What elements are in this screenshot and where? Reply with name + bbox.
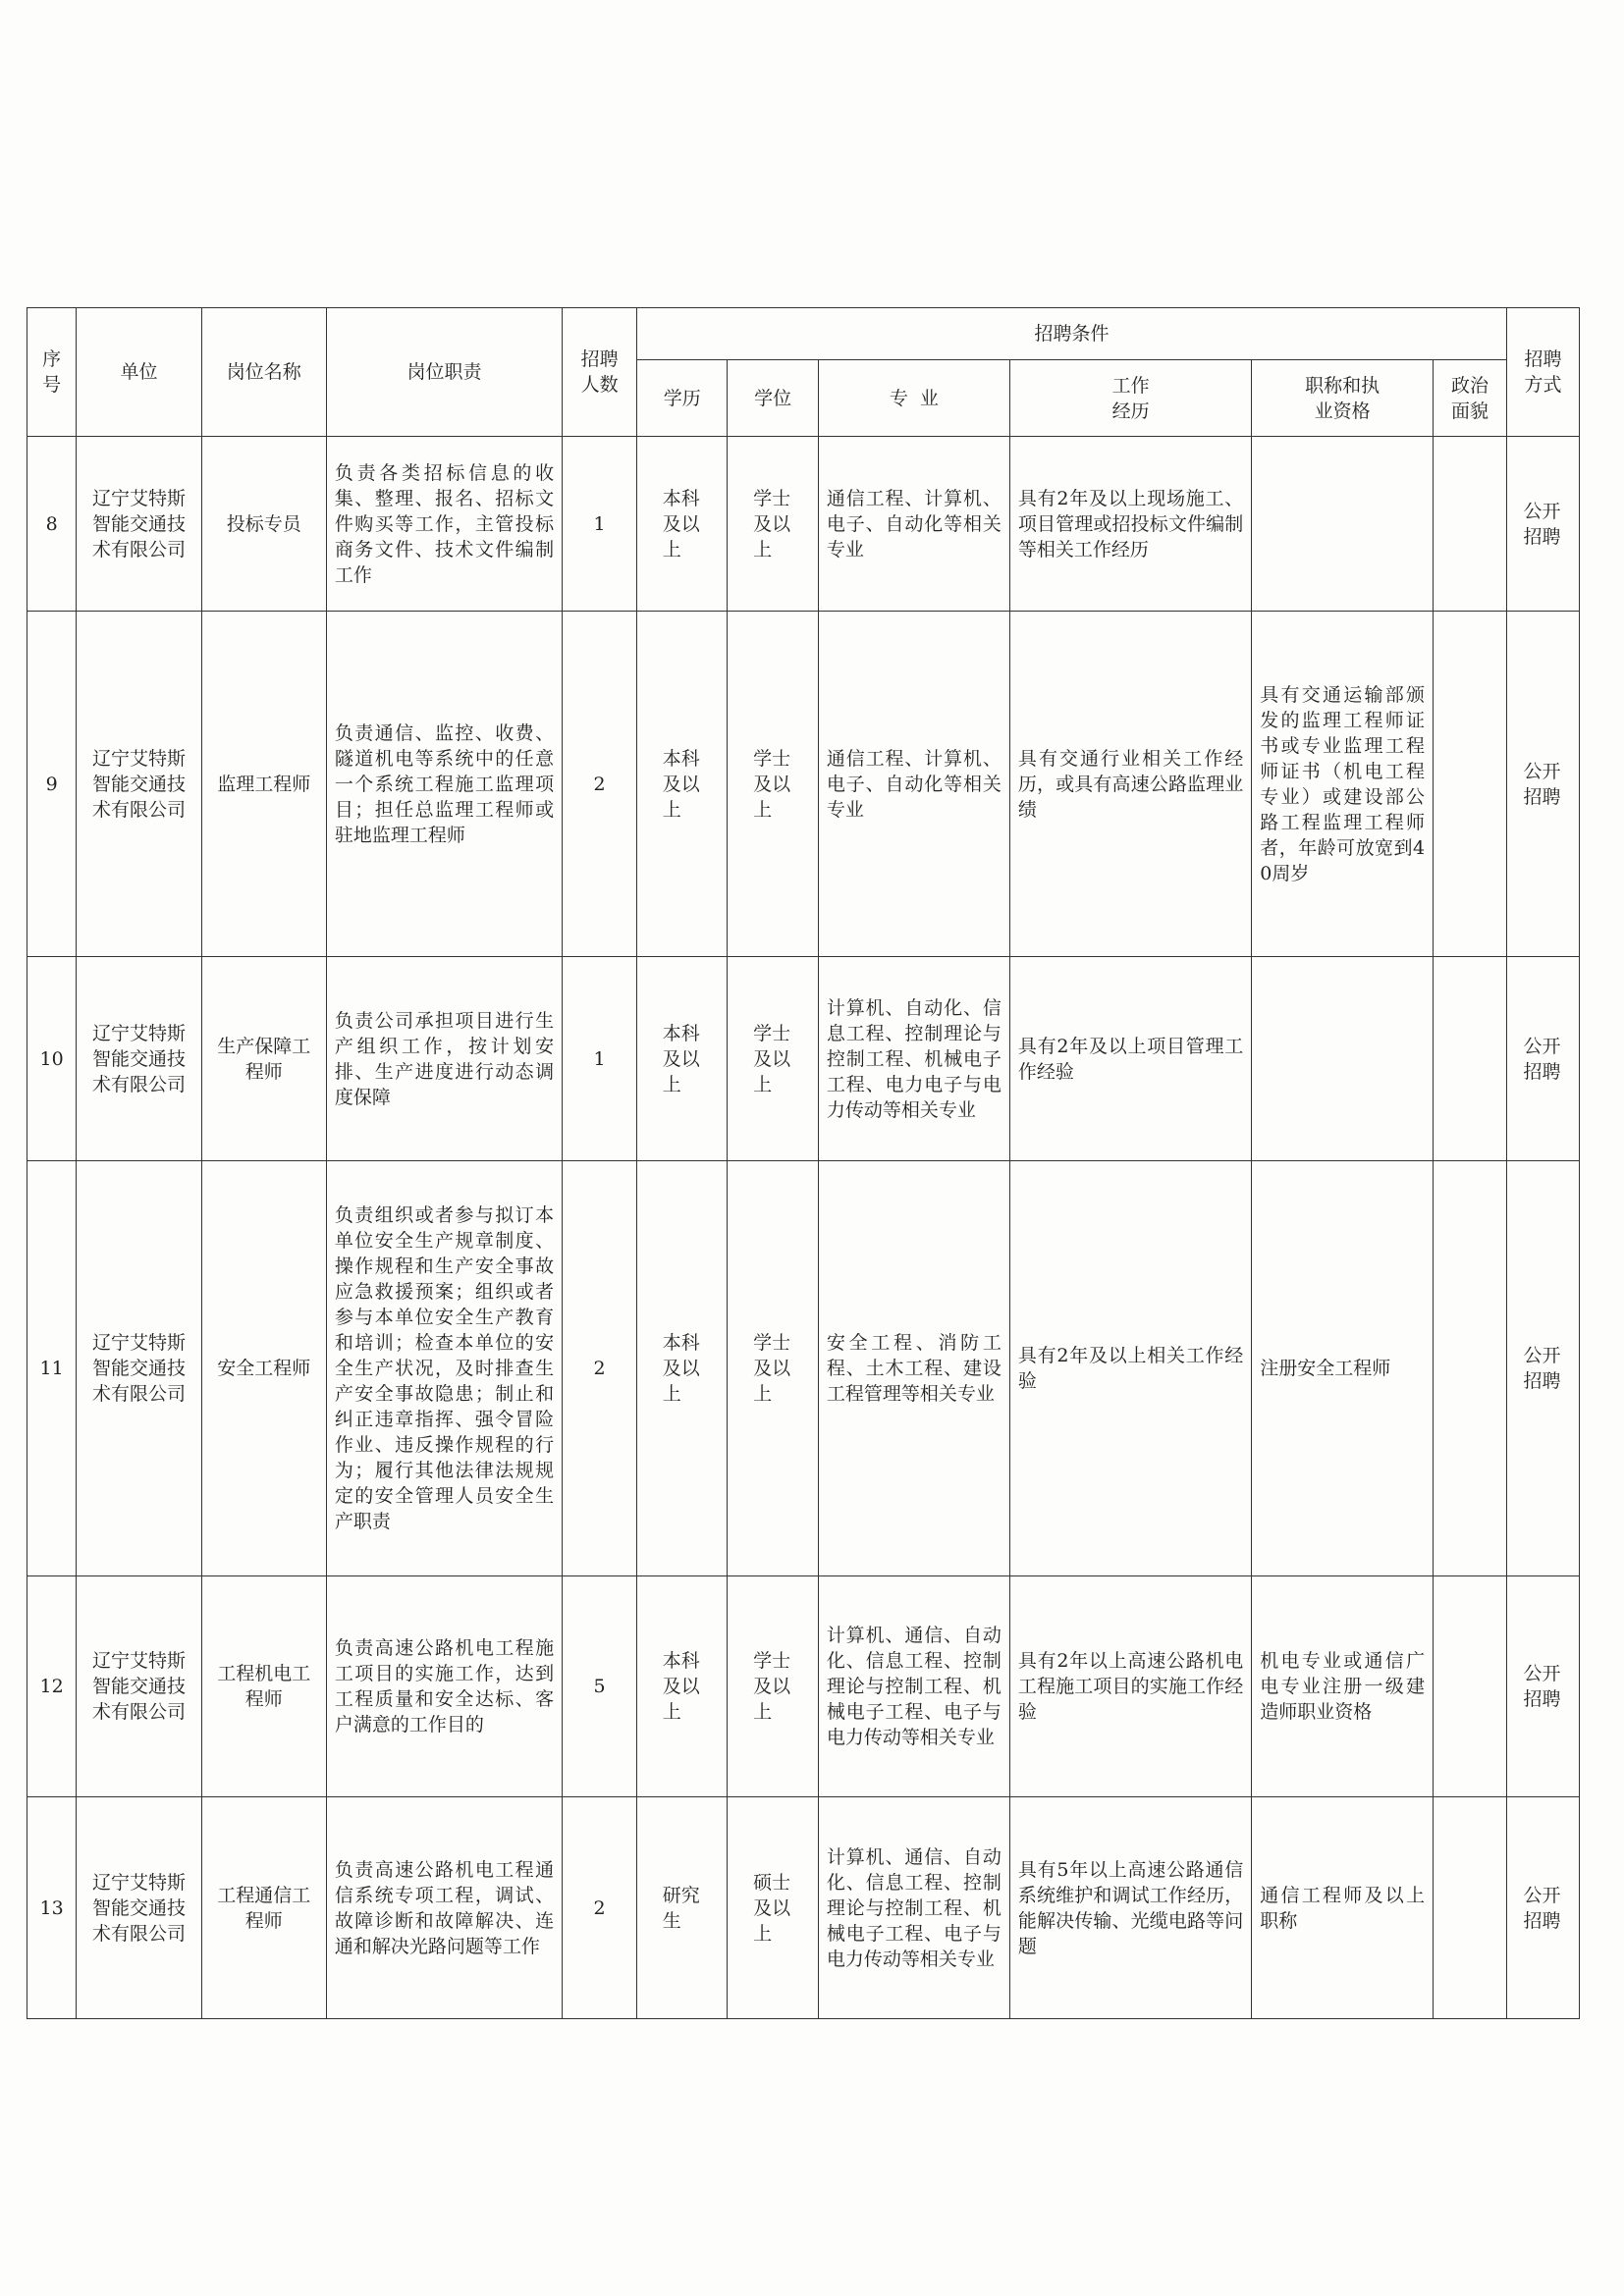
row-major: 计算机、通信、自动化、信息工程、控制理论与控制工程、机械电子工程、电子与电力传动等相关专业 <box>818 1797 1009 2019</box>
recruitment-table <box>27 307 1580 2019</box>
header-headcount: 招聘人数 <box>563 308 637 437</box>
row-duty: 负责高速公路机电工程通信系统专项工程，调试、故障诊断和故障解决、连通和解决光路问题等工作 <box>326 1797 562 2019</box>
header-unit: 单位 <box>77 308 201 437</box>
row-unit: 辽宁艾特斯智能交通技术有限公司 <box>77 1161 201 1576</box>
row-experience: 具有2年及以上项目管理工作经验 <box>1009 957 1251 1161</box>
row-position: 生产保障工程师 <box>201 957 326 1161</box>
row-position: 投标专员 <box>201 437 326 612</box>
row-method: 公开招聘 <box>1507 957 1580 1161</box>
row-experience: 具有2年及以上现场施工、项目管理或招投标文件编制等相关工作经历 <box>1009 437 1251 612</box>
table-row <box>27 957 1580 1161</box>
row-seq: 11 <box>27 1161 77 1576</box>
row-education: 本科及以上 <box>637 1576 728 1797</box>
table-row <box>27 1161 1580 1576</box>
row-unit: 辽宁艾特斯智能交通技术有限公司 <box>77 1797 201 2019</box>
row-degree: 学士及以上 <box>728 1576 818 1797</box>
row-major: 计算机、通信、自动化、信息工程、控制理论与控制工程、机械电子工程、电子与电力传动等相关专业 <box>818 1576 1009 1797</box>
header-method: 招聘方式 <box>1507 308 1580 437</box>
row-duty: 负责高速公路机电工程施工项目的实施工作，达到工程质量和安全达标、客户满意的工作目的 <box>326 1576 562 1797</box>
row-experience: 具有2年以上高速公路机电工程施工项目的实施工作经验 <box>1009 1576 1251 1797</box>
row-method: 公开招聘 <box>1507 1576 1580 1797</box>
header-degree: 学位 <box>728 360 818 437</box>
row-major: 安全工程、消防工程、土木工程、建设工程管理等相关专业 <box>818 1161 1009 1576</box>
row-seq: 12 <box>27 1576 77 1797</box>
row-method: 公开招聘 <box>1507 437 1580 612</box>
header-education: 学历 <box>637 360 728 437</box>
row-seq: 9 <box>27 612 77 957</box>
table-row <box>27 1576 1580 1797</box>
row-unit: 辽宁艾特斯智能交通技术有限公司 <box>77 957 201 1161</box>
row-major: 通信工程、计算机、电子、自动化等相关专业 <box>818 612 1009 957</box>
row-duty: 负责各类招标信息的收集、整理、报名、招标文件购买等工作，主管投标商务文件、技术文件编制工作 <box>326 437 562 612</box>
row-unit: 辽宁艾特斯智能交通技术有限公司 <box>77 1576 201 1797</box>
header-duty: 岗位职责 <box>326 308 562 437</box>
row-title-qual: 通信工程师及以上职称 <box>1252 1797 1434 2019</box>
row-position: 工程通信工程师 <box>201 1797 326 2019</box>
row-duty: 负责公司承担项目进行生产组织工作，按计划安排、生产进度进行动态调度保障 <box>326 957 562 1161</box>
header-major: 专 业 <box>818 360 1009 437</box>
row-position: 安全工程师 <box>201 1161 326 1576</box>
row-title-qual: 具有交通运输部颁发的监理工程师证书或专业监理工程师证书（机电工程专业）或建设部公路工程监理工程师者，年龄可放宽到40周岁 <box>1252 612 1434 957</box>
row-unit: 辽宁艾特斯智能交通技术有限公司 <box>77 612 201 957</box>
row-title-qual <box>1252 437 1434 612</box>
header-political: 政治面貌 <box>1434 360 1507 437</box>
table-row <box>27 612 1580 957</box>
row-political <box>1434 957 1507 1161</box>
row-position: 工程机电工程师 <box>201 1576 326 1797</box>
row-political <box>1434 437 1507 612</box>
row-method: 公开招聘 <box>1507 612 1580 957</box>
row-headcount: 2 <box>563 612 637 957</box>
row-headcount: 1 <box>563 437 637 612</box>
row-experience: 具有交通行业相关工作经历，或具有高速公路监理业绩 <box>1009 612 1251 957</box>
row-political <box>1434 612 1507 957</box>
row-education: 研究生 <box>637 1797 728 2019</box>
row-method: 公开招聘 <box>1507 1797 1580 2019</box>
row-seq: 13 <box>27 1797 77 2019</box>
header-conditions: 招聘条件 <box>637 308 1507 360</box>
header-title-qual: 职称和执业资格 <box>1252 360 1434 437</box>
row-political <box>1434 1161 1507 1576</box>
row-position: 监理工程师 <box>201 612 326 957</box>
row-headcount: 1 <box>563 957 637 1161</box>
row-degree: 学士及以上 <box>728 1161 818 1576</box>
row-degree: 硕士及以上 <box>728 1797 818 2019</box>
row-experience: 具有2年及以上相关工作经验 <box>1009 1161 1251 1576</box>
row-education: 本科及以上 <box>637 437 728 612</box>
row-title-qual <box>1252 957 1434 1161</box>
row-education: 本科及以上 <box>637 1161 728 1576</box>
header-seq: 序号 <box>27 308 77 437</box>
row-education: 本科及以上 <box>637 957 728 1161</box>
row-title-qual: 注册安全工程师 <box>1252 1161 1434 1576</box>
row-major: 通信工程、计算机、电子、自动化等相关专业 <box>818 437 1009 612</box>
row-headcount: 2 <box>563 1797 637 2019</box>
row-duty: 负责通信、监控、收费、隧道机电等系统中的任意一个系统工程施工监理项目；担任总监理工程师或驻地监理工程师 <box>326 612 562 957</box>
row-title-qual: 机电专业或通信广电专业注册一级建造师职业资格 <box>1252 1576 1434 1797</box>
row-education: 本科及以上 <box>637 612 728 957</box>
row-major: 计算机、自动化、信息工程、控制理论与控制工程、机械电子工程、电力电子与电力传动等相关专业 <box>818 957 1009 1161</box>
row-degree: 学士及以上 <box>728 437 818 612</box>
row-unit: 辽宁艾特斯智能交通技术有限公司 <box>77 437 201 612</box>
table-row <box>27 1797 1580 2019</box>
row-experience: 具有5年以上高速公路通信系统维护和调试工作经历，能解决传输、光缆电路等问题 <box>1009 1797 1251 2019</box>
row-political <box>1434 1576 1507 1797</box>
row-headcount: 5 <box>563 1576 637 1797</box>
header-position: 岗位名称 <box>201 308 326 437</box>
row-political <box>1434 1797 1507 2019</box>
row-seq: 8 <box>27 437 77 612</box>
row-degree: 学士及以上 <box>728 612 818 957</box>
row-method: 公开招聘 <box>1507 1161 1580 1576</box>
row-seq: 10 <box>27 957 77 1161</box>
row-duty: 负责组织或者参与拟订本单位安全生产规章制度、操作规程和生产安全事故应急救援预案；组织或者参与本单位安全生产教育和培训；检查本单位的安全生产状况，及时排查生产安全事故隐患；制止和纠正违章指挥、强令冒险作业、违反操作规程的行为；履行其他法律法规规定的安全管理人员安全生产职责 <box>326 1161 562 1576</box>
table-row <box>27 437 1580 612</box>
row-headcount: 2 <box>563 1161 637 1576</box>
header-experience: 工作经历 <box>1009 360 1251 437</box>
row-degree: 学士及以上 <box>728 957 818 1161</box>
